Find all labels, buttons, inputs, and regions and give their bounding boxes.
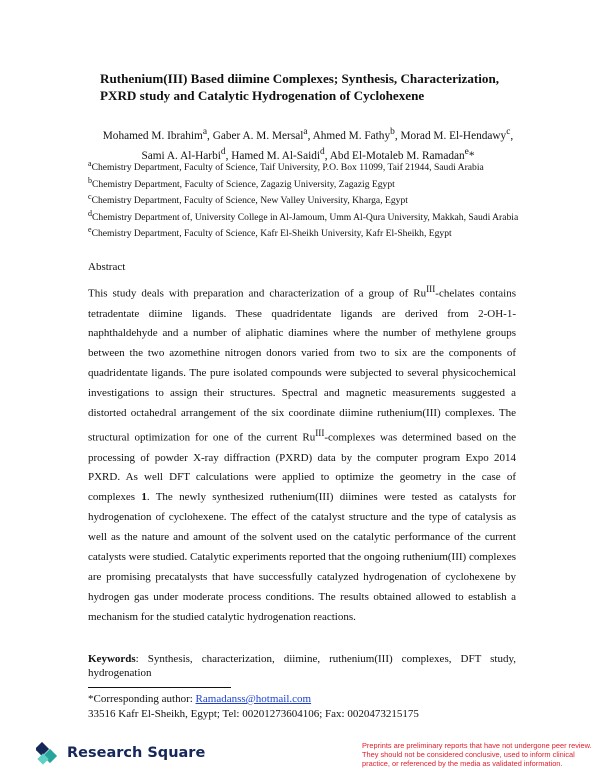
paper-title	[100, 70, 540, 104]
keywords-label: Keywords	[88, 653, 136, 665]
keywords-text: : Synthesis, characterization, diimine, ruthenium(III) complexes, DFT study, hydrogenation	[88, 653, 516, 679]
corresponding-author-label: *Corresponding author:	[88, 693, 196, 705]
title-line-1: Ruthenium(III) Based diimine Complexes; Synthesis, Characterization,	[100, 71, 500, 86]
title-line-2: PXRD study and Catalytic Hydrogenation of Cyclohexene	[100, 88, 425, 103]
author: Mohamed M. Ibrahim$^a$,	[102, 127, 213, 142]
footnote-divider	[88, 687, 231, 688]
research-square-wordmark: Research Square	[67, 745, 206, 761]
corresponding-email-link[interactable]: Ramadanss@hotmail.com	[195, 693, 312, 705]
research-square-logo-icon	[36, 742, 60, 766]
author: Gaber A. M. Mersal$^a$,	[212, 127, 313, 142]
affiliation: $^c$Chemistry Department, Faculty of Science, New Valley University, Kharga, Egypt	[88, 192, 408, 207]
author: Morad M. El-Hendawy$^c$,	[400, 127, 514, 142]
affiliation-list	[88, 158, 528, 240]
corresponding-address: 33516 Kafr El-Sheikh, Egypt; Tel: 00201273604106; Fax: 0020473215175	[88, 708, 419, 720]
research-square-logo[interactable]	[36, 740, 206, 768]
author: Abd El-Motaleb M. Ramadan$^e$*	[329, 146, 475, 162]
affiliation: $^a$Chemistry Department, Faculty of Science, Taif University, P.O. Box 11099, Taif 21944, Saudi Arabia	[88, 159, 484, 174]
corresponding-author-footnote	[88, 692, 528, 722]
abstract-heading: Abstract	[88, 261, 126, 273]
preprint-disclaimer: Preprints are preliminary reports that have not undergone peer review. They should not be considered conclusive, used to inform clinical practice, or referenced by the media as validated information.	[362, 741, 592, 769]
author: Sami A. Al-Harbi$^d$,	[141, 146, 232, 162]
affiliation: $^d$Chemistry Department of, University College in Al-Jamoum, Umm Al-Qura University, Makkah, Saudi Arabia	[88, 208, 519, 223]
affiliation: $^e$Chemistry Department, Faculty of Science, Kafr El-Sheikh University, Kafr El-Sheikh, Egypt	[88, 225, 452, 240]
author: Ahmed M. Fathy$^b$,	[312, 127, 401, 142]
abstract-body: This study deals with preparation and characterization of a group of $Ru^{III}$-chelates contains tetradentate diimine ligands. These quadridentate ligands are derived from 2-OH-1-naphthaldehyde and a number of aliphatic diamines where the number of methylene groups between the two azomethine nitrogen donors varied from two to six are the components of quadridentate ligands. The pure isolated compounds were subjected to several physicochemical investigations to assign their structures. Spectral and magnetic measurements suggested a distorted octahedral arrangement of the six coordinate diimine ruthenium(III) complexes. The structural optimization for one of the current $Ru^{III}$-complexes was determined based on the processing of powder X-ray diffraction (PXRD) data by the computer program Expo 2014 PXRD. As well DFT calculations were applied to optimize the geometry in the case of complexes 1. The newly synthesized ruthenium(III) diimines were tested as catalysts for hydrogenation of cyclohexene. The effect of the catalyst structure and the type of catalysis as well as the nature and amount of the solvent used on the catalytic performance of the current catalysts were studied. Catalytic experiments reported that the ongoing ruthenium(III) complexes are promising precatalysts that have successfully catalyzed hydrogenation of cyclohexene by hydrogen gas under moderate process conditions. The results obtained allowed to establish a mechanism for the studied catalytic hydrogenation reactions.	[88, 284, 516, 623]
keywords	[88, 652, 516, 680]
affiliation: $^b$Chemistry Department, Faculty of Science, Zagazig University, Zagazig Egypt	[88, 175, 395, 190]
author: Hamed M. Al-Saidi$^d$,	[231, 146, 330, 162]
